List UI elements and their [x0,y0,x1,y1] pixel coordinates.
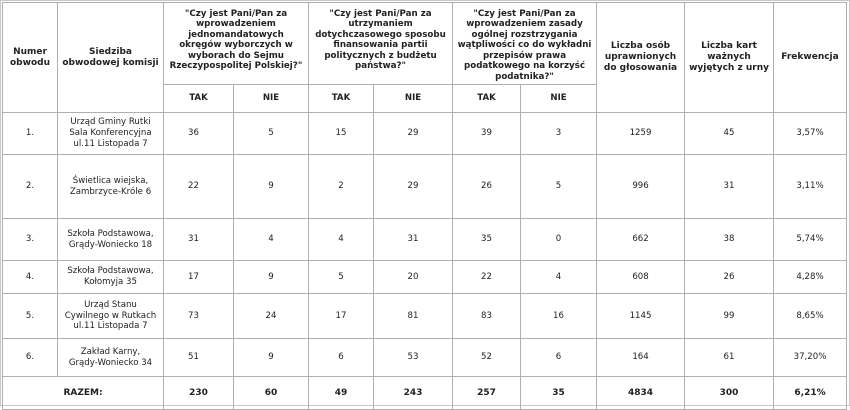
siedziba-line: Kołomyja 35 [84,277,137,287]
cell-q1-tak: 73 [164,294,234,339]
cell-q2-nie: 29 [374,155,453,219]
cell-numer: 6. [3,339,58,377]
siedziba-line: Sala Konferencyjna [69,128,152,139]
table-row [3,294,847,339]
total-karty: 300 [685,377,774,410]
total-q3-nie: 35 [521,377,597,410]
table-row [3,219,847,261]
cell-siedziba [58,155,164,219]
cell-q2-tak: 6 [309,339,374,377]
table-row [3,339,847,377]
header-q3-nie: NIE [521,85,597,113]
cell-numer: 1. [3,113,58,155]
table-row [3,113,847,155]
cell-q1-tak: 22 [164,155,234,219]
table-row [3,155,847,219]
cell-q2-tak: 15 [309,113,374,155]
siedziba-line: Urząd Gminy Rutki [70,117,151,128]
cell-siedziba [58,261,164,294]
siedziba-line: ul.11 Listopada 7 [73,321,148,332]
siedziba-line: Świetlica wiejska, [72,175,149,186]
cell-q2-nie: 29 [374,113,453,155]
total-uprawnieni: 4834 [597,377,685,410]
total-q1-tak: 230 [164,377,234,410]
header-q1-tak: TAK [164,85,234,113]
cell-uprawnieni: 662 [597,219,685,261]
table-row [3,261,847,294]
header-q2-tak: TAK [309,85,374,113]
header-row-1 [3,3,847,85]
cell-q2-nie: 20 [374,261,453,294]
siedziba-line: Zakład Karny, [80,346,141,357]
total-q2-nie: 243 [374,377,453,410]
cell-q1-nie: 4 [234,219,309,261]
header-q3-tak: TAK [453,85,521,113]
cell-numer: 5. [3,294,58,339]
cell-q3-nie: 4 [521,261,597,294]
cell-q1-tak: 51 [164,339,234,377]
cell-karty: 26 [685,261,774,294]
total-label: RAZEM: [3,377,164,410]
cell-frekwencja: 4,28% [774,261,847,294]
cell-q2-nie: 81 [374,294,453,339]
cell-q3-tak: 39 [453,113,521,155]
cell-q3-tak: 26 [453,155,521,219]
cell-q1-tak: 17 [164,261,234,294]
cell-q2-nie: 53 [374,339,453,377]
siedziba-line: Szkoła Podstawowa, [67,266,154,277]
cell-frekwencja: 5,74% [774,219,847,261]
total-frekwencja: 6,21% [774,377,847,410]
cell-q1-nie: 9 [234,155,309,219]
header-question-3: "Czy jest Pani/Pan za wprowadzeniem zasady ogólnej rozstrzygania wątpliwości co do wykładni przepisów prawa podatkowego na korzyść podatnika?" [453,3,597,85]
cell-frekwencja: 3,11% [774,155,847,219]
header-siedziba: Siedziba obwodowej komisji [58,3,164,113]
siedziba-line: Szkoła Podstawowa, [67,228,154,239]
cell-uprawnieni: 996 [597,155,685,219]
cell-numer: 2. [3,155,58,219]
cell-q2-nie: 31 [374,219,453,261]
total-q1-nie: 60 [234,377,309,410]
cell-siedziba [58,219,164,261]
total-q2-tak: 49 [309,377,374,410]
cell-q3-nie: 16 [521,294,597,339]
cell-q1-nie: 9 [234,339,309,377]
cell-uprawnieni: 1145 [597,294,685,339]
header-uprawnieni: Liczba osób uprawnionych do głosowania [597,3,685,113]
cell-numer: 4. [3,261,58,294]
siedziba-line: Urząd Stanu [84,299,137,310]
cell-numer: 3. [3,219,58,261]
cell-q3-tak: 35 [453,219,521,261]
total-row [3,377,847,410]
cell-frekwencja: 8,65% [774,294,847,339]
cell-karty: 38 [685,219,774,261]
cell-siedziba [58,294,164,339]
cell-siedziba [58,339,164,377]
header-frekwencja: Frekwencja [774,3,847,113]
cell-karty: 31 [685,155,774,219]
cell-q2-tak: 4 [309,219,374,261]
cell-q1-tak: 36 [164,113,234,155]
cell-karty: 61 [685,339,774,377]
cell-karty: 99 [685,294,774,339]
siedziba-line: Cywilnego w Rutkach [64,310,157,321]
cell-uprawnieni: 608 [597,261,685,294]
cell-siedziba [58,113,164,155]
referendum-results-table [2,2,847,410]
cell-q3-nie: 3 [521,113,597,155]
cell-uprawnieni: 1259 [597,113,685,155]
cell-q3-tak: 52 [453,339,521,377]
cell-q2-tak: 5 [309,261,374,294]
cell-q3-nie: 5 [521,155,597,219]
header-question-1: "Czy jest Pani/Pan za wprowadzeniem jednomandatowych okręgów wyborczych w wyborach do Sejmu Rzeczypospolitej Polskiej?" [164,3,309,85]
header-question-2: "Czy jest Pani/Pan za utrzymaniem dotychczasowego sposobu finansowania partii politycznych z budżetu państwa?" [309,3,453,85]
cell-frekwencja: 3,57% [774,113,847,155]
cell-q1-nie: 24 [234,294,309,339]
cell-q1-nie: 9 [234,261,309,294]
header-numer-obwodu: Numer obwodu [3,3,58,113]
cell-q3-tak: 83 [453,294,521,339]
cell-q2-tak: 17 [309,294,374,339]
siedziba-line: ul.11 Listopada 7 [73,138,148,149]
header-q2-nie: NIE [374,85,453,113]
cell-uprawnieni: 164 [597,339,685,377]
cell-karty: 45 [685,113,774,155]
total-q3-tak: 257 [453,377,521,410]
cell-q3-tak: 22 [453,261,521,294]
siedziba-line: Grądy-Woniecko 34 [68,357,153,368]
cell-q2-tak: 2 [309,155,374,219]
siedziba-line: Grądy-Woniecko 18 [68,239,153,250]
siedziba-line: Zambrzyce-Króle 6 [69,186,152,197]
cell-q3-nie: 6 [521,339,597,377]
header-q1-nie: NIE [234,85,309,113]
cell-q1-nie: 5 [234,113,309,155]
cell-frekwencja: 37,20% [774,339,847,377]
header-karty: Liczba kart ważnych wyjętych z urny [685,3,774,113]
cell-q3-nie: 0 [521,219,597,261]
cell-q1-tak: 31 [164,219,234,261]
